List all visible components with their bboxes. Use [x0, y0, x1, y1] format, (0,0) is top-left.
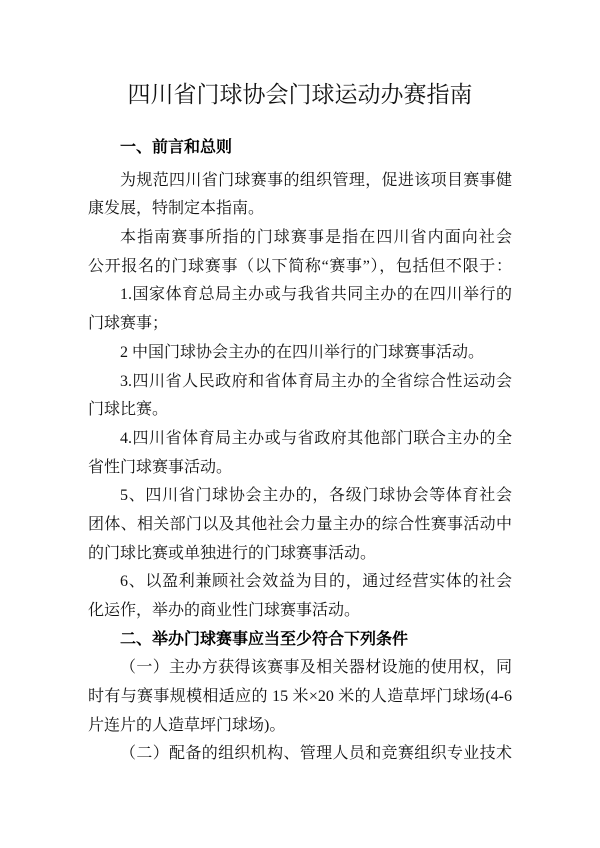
- section-1-heading: 一、前言和总则: [120, 139, 233, 156]
- section-1-para-4-line-1: 2 中国门球协会主办的在四川举行的门球赛事活动。: [120, 343, 485, 361]
- section-2-para-2-line-1: （二）配备的组织机构、管理人员和竞赛组织专业技术: [120, 745, 512, 763]
- section-1-para-5-line-2: 门球比赛。: [88, 401, 169, 419]
- section-1-para-2-line-1: 本指南赛事所指的门球赛事是指在四川省内面向社会: [120, 229, 512, 247]
- document-title: 四川省门球协会门球运动办赛指南: [127, 82, 473, 107]
- section-1-para-7-line-1: 5、四川省门球协会主办的，各级门球协会等体育社会: [120, 487, 512, 505]
- section-1-para-6-line-1: 4.四川省体育局主办或与省政府其他部门联合主办的全: [120, 429, 512, 447]
- section-2-para-1-line-3: 片连片的人造草坪门球场)。: [88, 716, 286, 734]
- section-1-para-8-line-2: 化运作，举办的商业性门球赛事活动。: [88, 602, 361, 619]
- section-1-para-2-line-2: 公开报名的门球赛事（以下简称“赛事”），包括但不限于：: [88, 257, 512, 275]
- section-1-para-7-line-3: 的门球比赛或单独进行的门球赛事活动。: [88, 544, 377, 562]
- section-1-para-3-line-1: 1.国家体育总局主办或与我省共同主办的在四川举行的: [120, 286, 512, 304]
- section-2-para-1-line-2: 时有与赛事规模相适应的 15 米×20 米的人造草坪门球场(4-6: [88, 688, 512, 706]
- section-1-para-1-line-1: 为规范四川省门球赛事的组织管理，促进该项目赛事健: [120, 171, 512, 189]
- section-1-para-8-line-1: 6、以盈利兼顾社会效益为目的，通过经营实体的社会: [120, 573, 512, 591]
- section-1-para-5-line-1: 3.四川省人民政府和省体育局主办的全省综合性运动会: [120, 372, 512, 390]
- section-2-para-1-line-1: （一）主办方获得该赛事及相关器材设施的使用权，同: [120, 659, 512, 677]
- section-1-para-3-line-2: 门球赛事；: [88, 315, 169, 333]
- section-1-para-7-line-2: 团体、相关部门以及其他社会力量主办的综合性赛事活动中: [88, 515, 512, 533]
- section-1-para-1-line-2: 康发展，特制定本指南。: [88, 200, 265, 218]
- section-2-heading: 二、举办门球赛事应当至少符合下列条件: [120, 630, 409, 648]
- document-body: [88, 138, 512, 769]
- section-1-para-6-line-2: 省性门球赛事活动。: [88, 458, 233, 476]
